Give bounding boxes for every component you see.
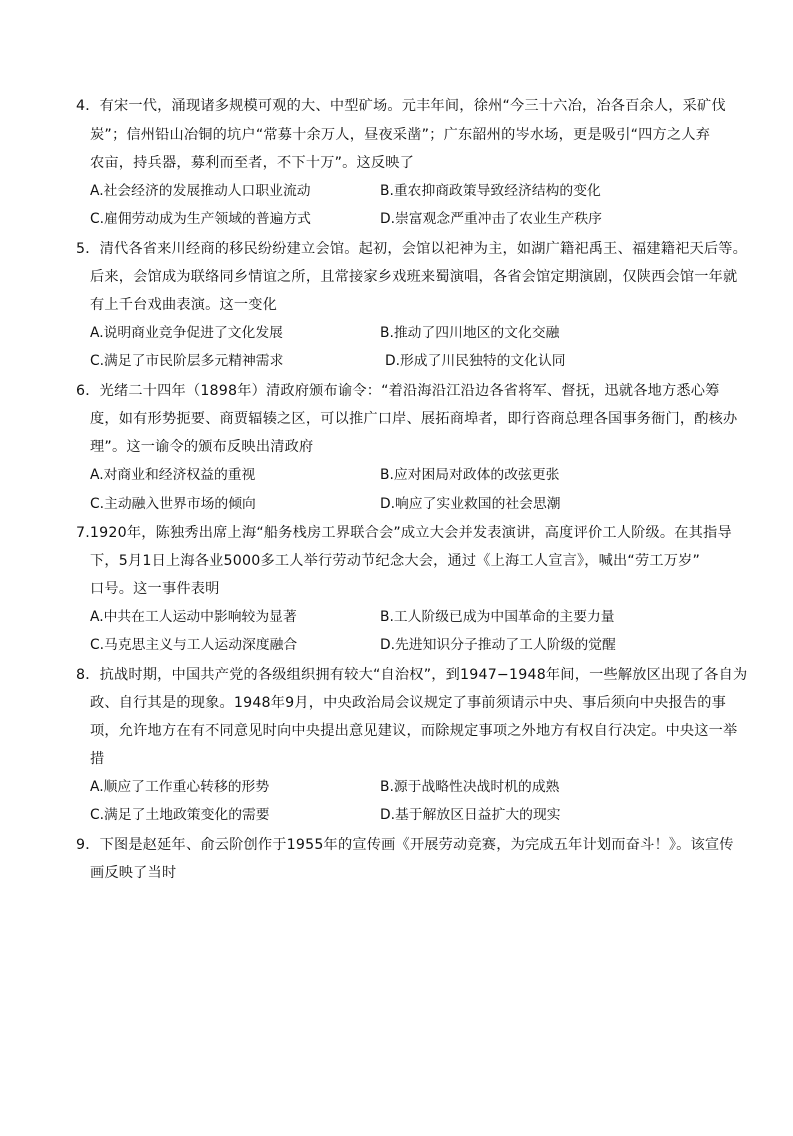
question-4-option-a[interactable]: A.社会经济的发展推动人口职业流动 — [90, 183, 311, 199]
question-8-option-a[interactable]: A.顺应了工作重心转移的形势 — [90, 779, 270, 795]
question-7-option-a[interactable]: A.中共在工人运动中影响较为显著 — [90, 609, 297, 625]
question-6-option-b[interactable]: B.应对困局对政体的改弦更张 — [380, 467, 560, 483]
question-5-option-c[interactable]: C.满足了市民阶层多元精神需求 — [90, 353, 284, 369]
question-5-option-a[interactable]: A.说明商业竞争促进了文化发展 — [90, 325, 283, 341]
question-6-stem-line-3: 理”。这一谕令的颁布反映出清政府 — [90, 439, 314, 455]
question-8-option-b[interactable]: B.源于战略性决战时机的成熟 — [380, 779, 560, 795]
question-4-stem-line-3: 农亩，持兵器，募利而至者，不下十万”。这反映了 — [90, 155, 415, 171]
question-5-option-d[interactable]: D.形成了川民独特的文化认同 — [385, 353, 566, 369]
question-8-stem-line-1: 8．抗战时期，中国共产党的各级组织拥有较大“自治权”，到1947−1948年间，一些解放区出现了各自为 — [76, 667, 748, 683]
question-4-option-d[interactable]: D.崇富观念严重冲击了农业生产秩序 — [380, 211, 602, 227]
question-6-option-d[interactable]: D.响应了实业救国的社会思潮 — [380, 496, 561, 512]
question-6-stem-line-2: 度，如有形势扼要、商贾辐辏之区，可以推广口岸、展拓商埠者，即行咨商总理各国事务衙门，酌核办 — [90, 411, 738, 427]
question-4-stem-line-1: 4．有宋一代，涌现诸多规模可观的大、中型矿场。元丰年间，徐州“今三十六冶，冶各百余人，采矿伐 — [76, 98, 726, 114]
question-8-option-d[interactable]: D.基于解放区日益扩大的现实 — [380, 807, 561, 823]
question-7-option-b[interactable]: B.工人阶级已成为中国革命的主要力量 — [380, 609, 615, 625]
question-9-stem-line-2: 画反映了当时 — [90, 865, 177, 881]
question-6-option-c[interactable]: C.主动融入世界市场的倾向 — [90, 496, 256, 512]
question-5-stem-line-1: 5．清代各省来川经商的移民纷纷建立会馆。起初，会馆以祀神为主，如湖广籍祀禹王、福建籍祀天后等。 — [76, 241, 748, 257]
question-6-stem-line-1: 6．光绪二十四年（1898年）清政府颁布谕令：“着沿海沿江沿边各省将军、督抚，迅就各地方悉心筹 — [76, 383, 720, 399]
question-5-option-b[interactable]: B.推动了四川地区的文化交融 — [380, 325, 560, 341]
question-8-stem-line-3: 项，允许地方在有不同意见时向中央提出意见建议，而除规定事项之外地方有权自行决定。中央这一举 — [90, 723, 738, 739]
question-7-stem-line-3: 口号。这一事件表明 — [90, 581, 220, 597]
question-4-stem-line-2: 炭”；信州铅山冶铜的坑户“常募十余万人，昼夜采凿”；广东韶州的岑水场，更是吸引“四方之人弃 — [90, 127, 711, 143]
question-8-stem-line-2: 政、自行其是的现象。1948年9月，中央政治局会议规定了事前须请示中央、事后须向中央报告的事 — [90, 695, 727, 711]
question-6-option-a[interactable]: A.对商业和经济权益的重视 — [90, 467, 256, 483]
question-4-option-c[interactable]: C.雇佣劳动成为生产领域的普遍方式 — [90, 211, 311, 227]
question-7-stem-line-1: 7.1920年，陈独秀出席上海“船务栈房工界联合会”成立大会并发表演讲，高度评价工人阶级。在其指导 — [76, 525, 732, 541]
question-5-stem-line-3: 有上千台戏曲表演。这一变化 — [90, 297, 278, 313]
question-4-option-b[interactable]: B.重农抑商政策导致经济结构的变化 — [380, 183, 601, 199]
question-7-stem-line-2: 下，5月1日上海各业5000多工人举行劳动节纪念大会，通过《上海工人宣言》，喊出“劳工万岁” — [90, 553, 701, 569]
question-7-option-c[interactable]: C.马克思主义与工人运动深度融合 — [90, 637, 298, 653]
question-7-option-d[interactable]: D.先进知识分子推动了工人阶级的觉醒 — [380, 637, 616, 653]
question-8-option-c[interactable]: C.满足了土地政策变化的需要 — [90, 807, 270, 823]
question-5-stem-line-2: 后来，会馆成为联络同乡情谊之所，且常接家乡戏班来蜀演唱，各省会馆定期演剧，仅陕西会馆一年就 — [90, 269, 738, 285]
question-8-stem-line-4: 措 — [90, 751, 105, 767]
question-9-stem-line-1: 9．下图是赵延年、俞云阶创作于1955年的宣传画《开展劳动竞赛，为完成五年计划而奋斗！》。该宣传 — [76, 837, 734, 853]
